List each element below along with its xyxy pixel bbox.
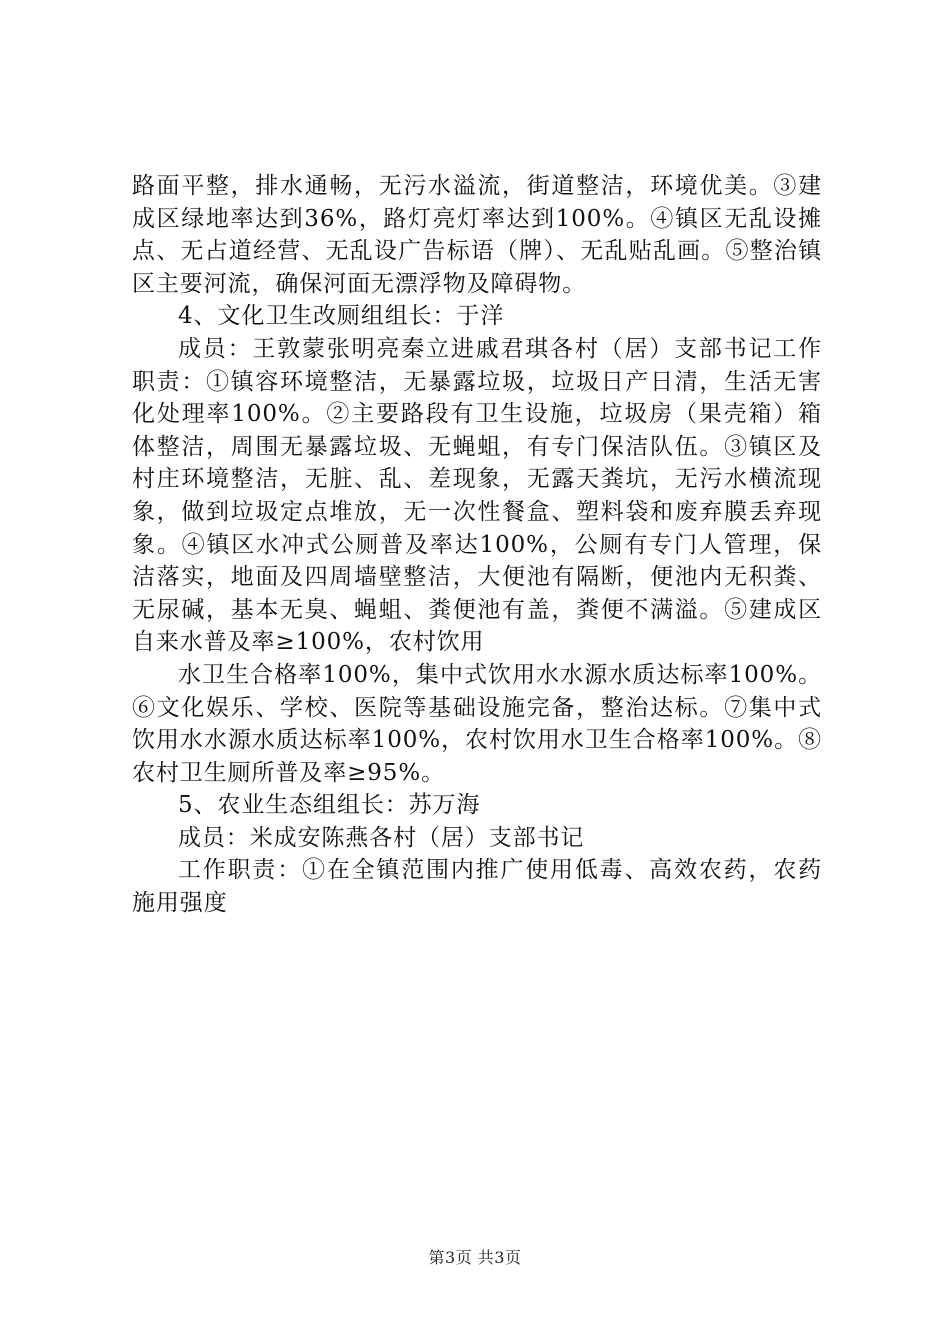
paragraph-water-sanitation: 水卫生合格率100%，集中式饮用水水源水质达标率100%。⑥文化娱乐、学校、医院等基础设施完备，整治达标。⑦集中式饮用水水源水质达标率100%，农村饮用水卫生合格率100%。⑧农村卫生厕所普及率≥95%。 — [132, 661, 822, 786]
paragraph-culture-health-members-duties: 成员：王敦蒙张明亮秦立进戚君琪各村（居）支部书记工作职责：①镇容环境整洁，无暴露垃圾，垃圾日产日清，生活无害化处理率100%。②主要路段有卫生设施，垃圾房（果壳箱）箱体整洁，周围无暴露垃圾、无蝇蛆，有专门保洁队伍。③镇区及村庄环境整洁，无脏、乱、差现象，无露天粪坑，无污水横流现象，做到垃圾定点堆放，无一次性餐盒、塑料袋和废弃膜丢弃现象。④镇区水冲式公厕普及率达100%，公厕有专门人管理，保洁落实，地面及四周墙壁整洁，大便池有隔断，便池内无积粪、无尿碱，基本无臭、蝇蛆、粪便池有盖，粪便不满溢。⑤建成区自来水普及率≥100%，农村饮用 — [132, 335, 822, 656]
page-number-footer: 第3页 共3页 — [428, 1248, 522, 1267]
paragraph-agriculture-group-leader: 5、农业生态组组长：苏万海 — [178, 792, 481, 819]
paragraph-agriculture-duties: 工作职责：①在全镇范围内推广使用低毒、高效农药，农药施用强度 — [132, 857, 822, 917]
paragraph-environment-standards: 路面平整，排水通畅，无污水溢流，街道整洁，环境优美。③建成区绿地率达到36%，路灯亮灯率达到100%。④镇区无乱设摊点、无占道经营、无乱设广告标语（牌）、无乱贴乱画。⑤整治镇区主要河流，确保河面无漂浮物及障碍物。 — [132, 173, 822, 297]
paragraph-agriculture-members: 成员：米成安陈燕各村（居）支部书记 — [178, 824, 585, 851]
document-body — [132, 170, 822, 920]
paragraph-culture-health-group-leader: 4、文化卫生改厕组组长：于洋 — [178, 303, 505, 330]
